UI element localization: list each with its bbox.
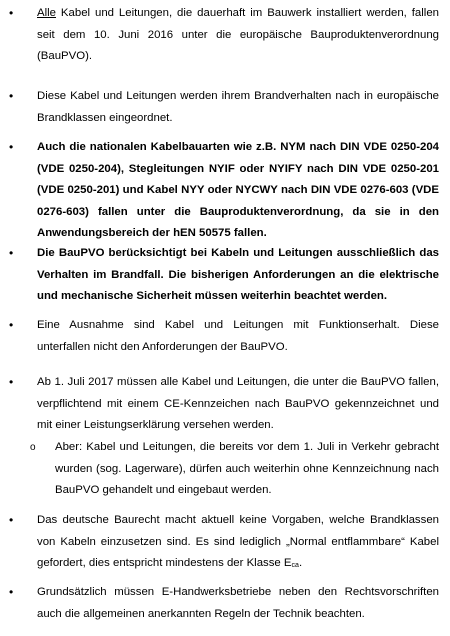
bullet-icon: •: [9, 513, 14, 527]
item-text: Auch die nationalen Kabelbauarten wie z.B. NYM nach DIN VDE 0250-204 (VDE 0250-204), Stegleitungen NYIF oder NYIFY nach DIN VDE 0250-201 (VDE 0250-201) und Kabel NYY oder NYCWY nach DIN VDE 0276-603 (VDE 0276-603) fallen unter die Bauproduktenverordnung, da sie in den Anwendungsbereich der hEN 50575 fallen.: [37, 141, 439, 239]
item-text: Aber: Kabel und Leitungen, die bereits vor dem 1. Juli in Verkehr gebracht wurden (sog. Lagerware), dürfen auch weiterhin ohne Kennzeichnung nach BauPVO gehandelt und eingebaut werden.: [55, 441, 439, 496]
item-text: Diese Kabel und Leitungen werden ihrem Brandverhalten nach in europäische Brandklassen eingeordnet.: [37, 90, 439, 124]
item-text: [37, 510, 439, 577]
sub-bullet-icon: o: [30, 442, 36, 453]
item-text-end: .: [298, 557, 303, 569]
item-text: [37, 3, 439, 68]
bullet-icon: •: [9, 140, 14, 154]
bullet-icon: •: [9, 6, 14, 20]
item-text: Die BauPVO berücksichtigt bei Kabeln und Leitungen ausschließlich das Verhalten im Brandfall. Die bisherigen Anforderungen an die elektrische und mechanische Sicherheit müssen weiterhin beachtet werden.: [37, 247, 439, 302]
item-text: Eine Ausnahme sind Kabel und Leitungen mit Funktionserhalt. Diese unterfallen nicht den Anforderungen der BauPVO.: [37, 319, 439, 353]
item-text-rest: Kabel und Leitungen, die dauerhaft im Bauwerk installiert werden, fallen seit dem 10. Juni 2016 unter die europäische Bauproduktenverordnung (BauPVO).: [37, 7, 439, 62]
item-text: Ab 1. Juli 2017 müssen alle Kabel und Leitungen, die unter die BauPVO fallen, verpflichtend mit einem CE-Kennzeichen nach BauPVO gekennzeichnet und mit einer Leistungserklärung versehen werden.: [37, 376, 439, 431]
underlined-word: Alle: [37, 7, 56, 19]
class-subscript: ca: [291, 562, 299, 569]
bullet-icon: •: [9, 318, 14, 332]
bullet-icon: •: [9, 89, 14, 103]
item-text-main: Das deutsche Baurecht macht aktuell keine Vorgaben, welche Brandklassen von Kabeln einzusetzen sind. Es sind lediglich „Normal entflammbare“ Kabel gefordert, dies entspricht mindestens der Klasse E: [37, 514, 439, 569]
bullet-icon: •: [9, 585, 14, 599]
bullet-icon: •: [9, 375, 14, 389]
item-text: Grundsätzlich müssen E-Handwerksbetriebe neben den Rechtsvorschriften auch die allgemeinen anerkannten Regeln der Technik beachten.: [37, 586, 439, 620]
bullet-icon: •: [9, 246, 14, 260]
